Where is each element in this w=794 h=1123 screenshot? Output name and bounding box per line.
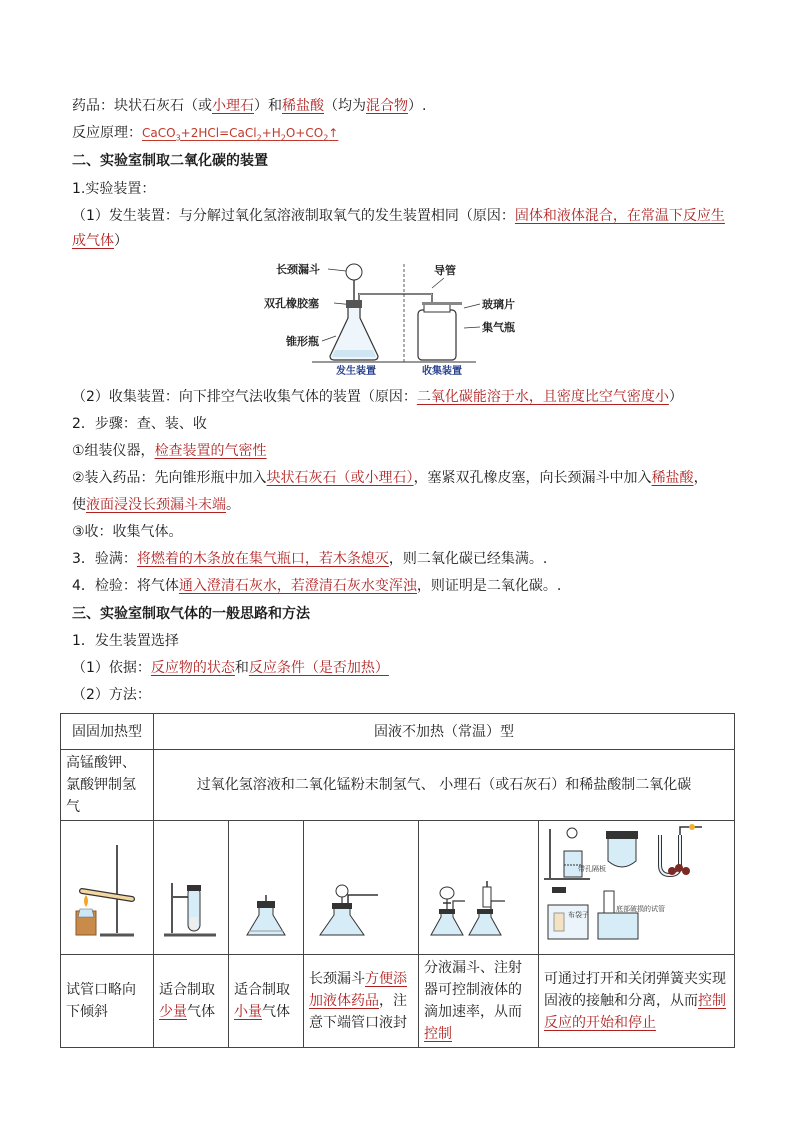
- label-stopper: 双孔橡胶塞: [264, 297, 319, 310]
- reagents-mid: ）和: [254, 98, 282, 114]
- step-1-prefix: ①组装仪器，: [72, 443, 155, 459]
- note-long-funnel: 长颈漏斗方便添加液体药品，注意下端管口液封: [304, 955, 419, 1048]
- table-row: [61, 714, 735, 750]
- step-2-answer-1: 块状石灰石（或小理石）: [266, 470, 414, 486]
- image-control-setups: [539, 821, 735, 955]
- section-3-title: 三、实验室制取气体的一般思路和方法: [72, 606, 310, 622]
- label-funnel: 长颈漏斗: [276, 263, 320, 276]
- step-2-suffix: ，: [693, 470, 708, 486]
- gen-device-answer: 固体和液体混合，在常温下反应生: [514, 208, 725, 224]
- reaction-formula: $CaCO_3+2HCl=CaCl_2+H_2O+CO_2↑$: [142, 126, 339, 143]
- caption-generator: 发生装置: [336, 366, 376, 377]
- image-test-tube-setup: [154, 821, 229, 955]
- label-flask: 锥形瓶: [286, 335, 319, 348]
- note-test-tube: 适合制取少量气体: [154, 955, 229, 1048]
- table-row: [61, 750, 735, 821]
- collect-device-prefix: （2）收集装置：向下排空气法收集气体的装置（原因：: [72, 389, 417, 405]
- gen-device-prefix: （1）发生装置：与分解过氧化氢溶液制取氧气的发生装置相同（原因：: [72, 208, 515, 224]
- step-2-prefix: ②装入药品：先向锥形瓶中加入: [72, 470, 267, 486]
- answer-marble: 小理石: [212, 98, 254, 114]
- collect-device-answer: 二氧化碳能溶于水，且密度比空气密度小: [416, 389, 669, 405]
- separatory-funnel-icon: [419, 821, 539, 947]
- gen-device-line-2: [72, 230, 128, 252]
- basis-line: [72, 657, 389, 679]
- reagents-prefix: 药品：块状石灰石（或: [72, 98, 212, 114]
- answer-mixture: 混合物: [366, 98, 408, 114]
- step-2b-suffix: 。: [226, 497, 240, 513]
- steps-title: 2．步骤：查、装、收: [72, 416, 207, 432]
- cell-examples-room-temp: 过氧化氢溶液和二氧化锰粉末制氢气、 小理石（或石灰石）和稀盐酸制二氧化碳: [154, 750, 735, 821]
- basis-prefix: （1）依据：: [72, 660, 151, 676]
- test-prefix: 4．检验：将气体: [72, 578, 179, 594]
- step-1-line: [72, 440, 267, 462]
- note-heating: 试管口略向下倾斜: [61, 955, 154, 1048]
- collect-device-line: [72, 386, 683, 408]
- step-2b-answer: 液面浸没长颈漏斗末端: [86, 497, 226, 513]
- step-3-line: ③收：收集气体。: [72, 524, 183, 540]
- image-heating-setup: [61, 821, 154, 955]
- step-2b-line: [72, 494, 240, 516]
- device-title: 1.实验装置：: [72, 181, 156, 197]
- note-separatory: 分液漏斗、注射器可控制液体的滴加速率，从而控制: [419, 955, 539, 1048]
- gen-device-suffix: ）: [114, 233, 128, 249]
- note-small-flask: 适合制取小量气体: [229, 955, 304, 1048]
- step-2-mid: ，塞紧双孔橡皮塞，向长颈漏斗中加入: [413, 470, 652, 486]
- answer-hcl: 稀盐酸: [282, 98, 324, 114]
- note-small-flask-answer: 小量: [234, 1004, 262, 1020]
- basis-answer-1: 反应物的状态: [150, 660, 235, 676]
- note-control: 可通过打开和关闭弹簧夹实现固液的接触和分离，从而控制反应的开始和停止: [539, 955, 735, 1048]
- reagents-line: [72, 95, 426, 117]
- heating-apparatus-icon: [62, 821, 152, 947]
- reagents-mid2: （均为: [324, 98, 366, 114]
- section-2-title: 二、实验室制取二氧化碳的装置: [72, 153, 268, 169]
- long-funnel-flask-icon: [304, 821, 418, 947]
- step-2-answer-2: 稀盐酸: [651, 470, 694, 486]
- methods-table: [60, 713, 735, 1048]
- apparatus-diagram: [264, 260, 526, 378]
- image-small-flask-setup: [229, 821, 304, 955]
- image-separatory-funnel-setup: [419, 821, 539, 955]
- full-check-answer: 将燃着的木条放在集气瓶口，若木条熄灭: [136, 551, 389, 567]
- label-tube: 导管: [434, 264, 456, 277]
- test-suffix: ，则证明是二氧化碳。.: [416, 578, 562, 594]
- reagents-suffix: ）.: [408, 98, 427, 114]
- method-title: （2）方法：: [72, 687, 151, 703]
- gen-device-line: [72, 205, 725, 227]
- label-perforated-plate: 带孔隔板: [577, 865, 606, 873]
- table-row-notes: [61, 955, 735, 1048]
- step-1-answer: 检查装置的气密性: [154, 443, 267, 459]
- collect-device-suffix: ）: [668, 389, 683, 405]
- note-long-funnel-answer: 方便添加液体药品: [309, 971, 407, 1009]
- label-cloth-bag: 布袋子: [567, 911, 589, 919]
- step-2-line: [72, 467, 708, 489]
- cell-examples-heating: 高锰酸钾、氯酸钾制氢气: [61, 750, 154, 821]
- principle-line: [72, 122, 338, 149]
- gen-select-title: 1．发生装置选择: [72, 633, 179, 649]
- test-line: [72, 575, 561, 597]
- controlled-apparatus-icon: [542, 821, 732, 947]
- principle-prefix: 反应原理：: [72, 125, 142, 141]
- gen-device-answer-2: 成气体: [72, 233, 114, 249]
- note-separatory-answer: 控制: [424, 1026, 452, 1042]
- test-tube-stand-icon: [154, 821, 228, 947]
- full-check-prefix: 3．验满：: [72, 551, 137, 567]
- step-2b-prefix: 使: [72, 497, 86, 513]
- note-control-answer: 控制反应的开始和停止: [544, 993, 726, 1031]
- label-glass: 玻璃片: [482, 298, 515, 311]
- full-check-suffix: ，则二氧化碳已经集满。.: [388, 551, 548, 567]
- note-test-tube-answer: 少量: [159, 1004, 187, 1020]
- full-check-line: [72, 548, 547, 570]
- table-row-images: [61, 821, 735, 955]
- header-solid-solid: 固固加热型: [61, 714, 154, 750]
- label-broken-tube: 底部破损的试管: [615, 905, 665, 913]
- small-flask-icon: [229, 821, 303, 947]
- label-bottle: 集气瓶: [482, 321, 515, 334]
- basis-answer-2: 反应条件（是否加热）: [248, 660, 389, 676]
- caption-collector: 收集装置: [422, 366, 462, 377]
- image-long-funnel-setup: [304, 821, 419, 955]
- header-solid-liquid: 固液不加热（常温）型: [154, 714, 735, 750]
- test-answer: 通入澄清石灰水，若澄清石灰水变浑浊: [178, 578, 417, 594]
- basis-mid: 和: [234, 660, 249, 676]
